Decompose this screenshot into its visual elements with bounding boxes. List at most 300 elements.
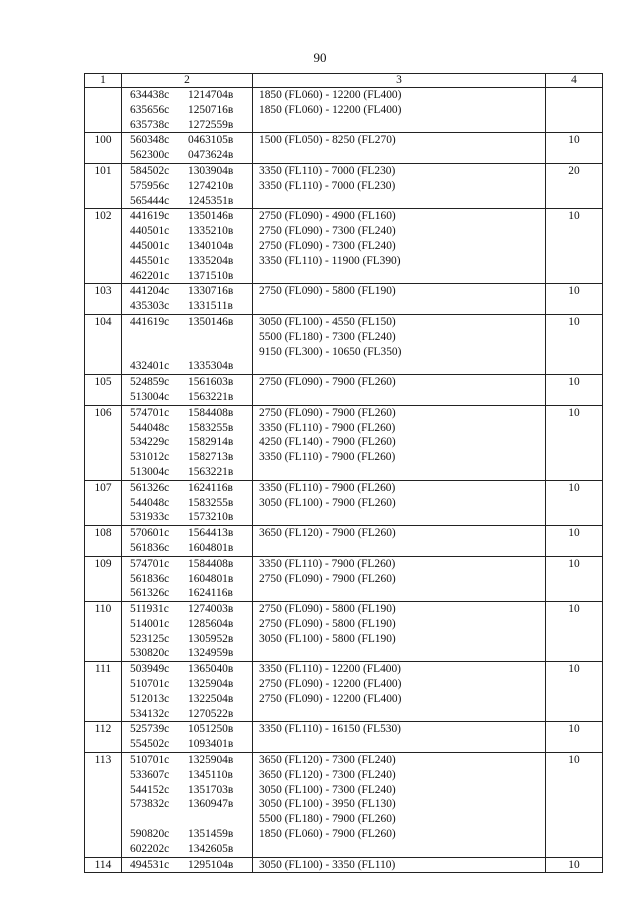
coordinates-cell (122, 857, 253, 873)
latitude-code: 514001c (130, 617, 170, 630)
value-cell (546, 284, 603, 315)
page-number: 90 (313, 50, 327, 65)
longitude-code: 1322504в (188, 692, 234, 705)
value-cell (546, 314, 603, 374)
altitude-range: 2750 (FL090) - 12200 (FL400) (259, 678, 402, 691)
latitude-code: 511931c (130, 603, 169, 616)
longitude-code: 1325904в (188, 678, 234, 691)
latitude-code: 512013c (130, 692, 170, 705)
latitude-code: 441619c (130, 210, 170, 223)
latitude-code: 584502c (130, 164, 170, 177)
altitude-range-cell (253, 722, 546, 753)
altitude-range-cell (253, 284, 546, 315)
altitude-range: 2750 (FL090) - 7900 (FL260) (259, 406, 396, 419)
altitude-range: 3050 (FL100) - 4550 (FL150) (259, 315, 396, 328)
value-cell (546, 209, 603, 284)
latitude-code: 635738c (130, 118, 170, 131)
coordinates-cell (122, 526, 253, 557)
longitude-code: 1371510в (188, 269, 234, 282)
coordinate-pair (122, 646, 252, 661)
coordinate-pair (122, 617, 252, 632)
longitude-code: 1561603в (188, 376, 234, 389)
row-number (85, 375, 122, 406)
coordinate-pair (122, 465, 252, 480)
longitude-code: 1214704в (188, 89, 234, 101)
table-body (85, 88, 603, 873)
row-number-text: 110 (94, 603, 112, 616)
coordinate-pair (122, 753, 252, 768)
row-number-text: 104 (94, 315, 112, 328)
altitude-range: 3350 (FL110) - 7900 (FL260) (259, 421, 396, 434)
latitude-code: 634438c (130, 89, 170, 101)
row-number-text: 102 (94, 210, 112, 223)
coordinate-pair (122, 541, 252, 556)
altitude-range: 2750 (FL090) - 5800 (FL190) (259, 617, 396, 630)
longitude-code: 1573210в (188, 511, 234, 524)
altitude-range: 2750 (FL090) - 7900 (FL260) (259, 572, 396, 585)
longitude-code: 1563221в (188, 390, 234, 403)
table-row (85, 556, 603, 601)
longitude-code: 1285604в (188, 617, 234, 630)
value-cell (546, 526, 603, 557)
column-header-2: 2 (122, 74, 253, 88)
value-text: 10 (568, 481, 580, 494)
altitude-range: 3350 (FL110) - 16150 (FL530) (259, 723, 401, 736)
coordinate-pair (122, 88, 252, 103)
latitude-code: 602202c (130, 842, 170, 855)
table-row (85, 753, 603, 858)
table-row (85, 857, 603, 873)
altitude-range: 3350 (FL110) - 7900 (FL260) (259, 481, 396, 494)
longitude-code: 1604801в (188, 541, 234, 554)
row-number (85, 88, 122, 133)
coordinate-pair (122, 692, 252, 707)
row-number-text: 106 (94, 406, 112, 419)
coordinate-pair (122, 435, 252, 450)
row-number (85, 480, 122, 525)
longitude-code: 1360947в (188, 798, 234, 811)
longitude-code: 1351459в (188, 828, 234, 841)
longitude-code: 1584408в (188, 557, 234, 570)
longitude-code: 1604801в (188, 572, 234, 585)
altitude-range-cell (253, 133, 546, 164)
altitude-range: 9150 (FL300) - 10650 (FL350) (259, 345, 402, 358)
value-text: 10 (568, 285, 580, 298)
row-number (85, 722, 122, 753)
altitude-range-cell (253, 88, 546, 133)
longitude-code: 1272559в (188, 118, 234, 131)
longitude-code: 1350146в (188, 315, 234, 328)
altitude-range-cell (253, 602, 546, 662)
coordinate-pair (122, 345, 252, 360)
altitude-range-cell (253, 526, 546, 557)
row-number-text: 109 (94, 557, 112, 570)
table-row (85, 405, 603, 480)
row-number (85, 602, 122, 662)
coordinate-pair (122, 359, 252, 374)
altitude-range: 3350 (FL110) - 11900 (FL390) (259, 254, 401, 267)
longitude-code: 1245351в (188, 194, 234, 207)
coordinate-pair (122, 254, 252, 269)
coordinates-cell (122, 602, 253, 662)
column-header-4: 4 (546, 74, 603, 88)
coordinates-cell (122, 88, 253, 133)
coordinates-cell (122, 133, 253, 164)
longitude-code: 1624116в (188, 587, 233, 600)
table-row (85, 314, 603, 374)
coordinate-pair (122, 284, 252, 299)
value-text: 10 (568, 406, 580, 419)
coordinate-pair (122, 632, 252, 647)
longitude-code: 1295104в (188, 858, 234, 871)
value-text: 10 (568, 527, 580, 540)
value-text: 10 (568, 603, 580, 616)
longitude-code: 1345110в (188, 768, 233, 781)
altitude-range: 2750 (FL090) - 12200 (FL400) (259, 692, 402, 705)
value-cell (546, 556, 603, 601)
coordinate-pair (122, 390, 252, 405)
longitude-code: 0473624в (188, 149, 234, 162)
altitude-range-cell (253, 753, 546, 858)
coordinate-pair (122, 677, 252, 692)
latitude-code: 561836c (130, 572, 170, 585)
coordinate-pair (122, 526, 252, 541)
value-cell (546, 163, 603, 208)
altitude-range: 3050 (FL100) - 7900 (FL260) (259, 496, 396, 509)
longitude-code: 1335204в (188, 254, 234, 267)
row-number (85, 857, 122, 873)
coordinate-pair (122, 858, 252, 873)
value-cell (546, 662, 603, 722)
longitude-code: 1365040в (188, 663, 234, 676)
latitude-code: 533607c (130, 768, 170, 781)
altitude-range: 2750 (FL090) - 5800 (FL190) (259, 603, 396, 616)
latitude-code: 445501c (130, 254, 170, 267)
table-header (85, 74, 603, 88)
coordinate-pair (122, 224, 252, 239)
altitude-range-cell (253, 857, 546, 873)
latitude-code: 544048c (130, 496, 170, 509)
coordinate-pair (122, 164, 252, 179)
value-text: 10 (568, 754, 580, 767)
table-row (85, 662, 603, 722)
altitude-range: 3350 (FL110) - 7000 (FL230) (259, 164, 396, 177)
altitude-range-cell (253, 375, 546, 406)
row-number (85, 556, 122, 601)
longitude-code: 1331511в (188, 300, 233, 313)
value-text: 20 (568, 164, 580, 177)
coordinate-pair (122, 179, 252, 194)
altitude-range: 4250 (FL140) - 7900 (FL260) (259, 436, 396, 449)
altitude-range-cell (253, 662, 546, 722)
table-row (85, 88, 603, 133)
coordinates-cell (122, 209, 253, 284)
value-cell (546, 753, 603, 858)
latitude-code: 590820c (130, 828, 170, 841)
altitude-range: 3050 (FL100) - 3350 (FL110) (259, 858, 396, 871)
altitude-range: 3050 (FL100) - 3950 (FL130) (259, 798, 396, 811)
value-cell (546, 857, 603, 873)
value-cell (546, 722, 603, 753)
coordinates-cell (122, 375, 253, 406)
value-text: 10 (568, 315, 580, 328)
latitude-code: 544048c (130, 421, 170, 434)
coordinates-cell (122, 753, 253, 858)
altitude-range-cell (253, 556, 546, 601)
longitude-code: 1250716в (188, 103, 234, 116)
row-number-text: 111 (94, 663, 112, 676)
latitude-code: 503949c (130, 663, 170, 676)
column-header-3: 3 (253, 74, 546, 88)
latitude-code: 574701c (130, 406, 170, 419)
coordinate-pair (122, 406, 252, 421)
value-text: 10 (568, 210, 580, 223)
longitude-code: 1325904в (188, 754, 234, 767)
latitude-code: 531933c (130, 511, 170, 524)
row-number-text: 108 (94, 527, 112, 540)
longitude-code: 1274003в (188, 603, 234, 616)
longitude-code: 1583255в (188, 421, 234, 434)
latitude-code: 531012c (130, 451, 170, 464)
coordinate-pair (122, 209, 252, 224)
latitude-code: 445001c (130, 239, 170, 252)
altitude-range: 3650 (FL120) - 7300 (FL240) (259, 768, 396, 781)
coordinates-cell (122, 480, 253, 525)
coordinates-table (84, 73, 603, 873)
altitude-range-cell (253, 163, 546, 208)
row-number (85, 405, 122, 480)
row-number (85, 526, 122, 557)
longitude-code: 1564413в (188, 527, 234, 540)
row-number-text: 107 (94, 481, 112, 494)
latitude-code: 510701c (130, 678, 170, 691)
altitude-range: 3650 (FL120) - 7900 (FL260) (259, 527, 396, 540)
longitude-code: 1303904в (188, 164, 234, 177)
latitude-code: 635656c (130, 103, 170, 116)
row-number-text: 100 (94, 134, 112, 147)
coordinate-pair (122, 827, 252, 842)
row-number (85, 662, 122, 722)
value-text: 10 (568, 376, 580, 389)
coordinate-pair (122, 299, 252, 314)
value-cell (546, 405, 603, 480)
coordinate-pair (122, 602, 252, 617)
latitude-code: 570601c (130, 527, 170, 540)
longitude-code: 1582914в (188, 436, 234, 449)
latitude-code: 534229c (130, 436, 170, 449)
latitude-code: 530820c (130, 647, 170, 660)
altitude-range: 2750 (FL090) - 7300 (FL240) (259, 225, 396, 238)
value-cell (546, 375, 603, 406)
longitude-code: 1350146в (188, 210, 234, 223)
value-text: 10 (568, 663, 580, 676)
coordinate-pair (122, 707, 252, 722)
longitude-code: 1624116в (188, 481, 233, 494)
coordinate-pair (122, 269, 252, 284)
row-number (85, 209, 122, 284)
latitude-code: 524859c (130, 376, 170, 389)
row-number-text: 103 (94, 285, 112, 298)
coordinates-cell (122, 284, 253, 315)
latitude-code: 562300c (130, 149, 170, 162)
coordinates-cell (122, 163, 253, 208)
value-text (546, 88, 602, 103)
row-number-text: 113 (94, 754, 112, 767)
coordinate-pair (122, 572, 252, 587)
altitude-range: 1850 (FL060) - 7900 (FL260) (259, 828, 396, 841)
coordinates-cell (122, 662, 253, 722)
table-row (85, 526, 603, 557)
altitude-range-cell (253, 209, 546, 284)
latitude-code: 561326c (130, 481, 170, 494)
longitude-code: 1335304в (188, 360, 234, 373)
longitude-code: 1342605в (188, 842, 234, 855)
table-row (85, 480, 603, 525)
altitude-range: 5500 (FL180) - 7300 (FL240) (259, 330, 396, 343)
row-number (85, 163, 122, 208)
altitude-range: 2750 (FL090) - 7900 (FL260) (259, 376, 396, 389)
coordinate-pair (122, 103, 252, 118)
coordinate-pair (122, 239, 252, 254)
coordinate-pair (122, 450, 252, 465)
altitude-range: 3350 (FL110) - 12200 (FL400) (259, 663, 401, 676)
latitude-code: 513004c (130, 390, 170, 403)
altitude-range: 1850 (FL060) - 12200 (FL400) (259, 103, 402, 116)
latitude-code: 561326c (130, 587, 170, 600)
latitude-code: 544152c (130, 783, 170, 796)
row-number (85, 284, 122, 315)
latitude-code: 565444c (130, 194, 170, 207)
longitude-code: 1270522в (188, 707, 234, 720)
table-row (85, 163, 603, 208)
coordinate-pair (122, 194, 252, 209)
coordinate-pair (122, 496, 252, 511)
longitude-code: 0463105в (188, 134, 234, 147)
coordinate-pair (122, 375, 252, 390)
row-number-text: 101 (94, 164, 112, 177)
altitude-range: 3050 (FL100) - 7300 (FL240) (259, 783, 396, 796)
latitude-code: 462201c (130, 269, 170, 282)
row-number (85, 133, 122, 164)
coordinate-pair (122, 586, 252, 601)
altitude-range: 3350 (FL110) - 7000 (FL230) (259, 179, 396, 192)
longitude-code: 1582713в (188, 451, 234, 464)
altitude-range-cell (253, 405, 546, 480)
coordinates-cell (122, 405, 253, 480)
coordinate-pair (122, 842, 252, 857)
altitude-range: 2750 (FL090) - 7300 (FL240) (259, 239, 396, 252)
longitude-code: 1351703в (188, 783, 234, 796)
coordinate-pair (122, 421, 252, 436)
latitude-code: 510701c (130, 754, 170, 767)
value-cell (546, 133, 603, 164)
coordinate-pair (122, 783, 252, 798)
latitude-code: 494531c (130, 858, 170, 871)
latitude-code: 523125c (130, 632, 170, 645)
coordinate-pair (122, 118, 252, 133)
coordinate-pair (122, 812, 252, 827)
altitude-range: 2750 (FL090) - 5800 (FL190) (259, 285, 396, 298)
table-row (85, 133, 603, 164)
longitude-code: 1335210в (188, 225, 234, 238)
longitude-code: 1340104в (188, 239, 234, 252)
table-row (85, 375, 603, 406)
longitude-code: 1324959в (188, 647, 234, 660)
altitude-range-cell (253, 480, 546, 525)
coordinate-pair (122, 148, 252, 163)
latitude-code: 575956c (130, 179, 170, 192)
row-number-text (85, 88, 121, 103)
value-cell (546, 480, 603, 525)
value-text: 10 (568, 134, 580, 147)
altitude-range: 2750 (FL090) - 4900 (FL160) (259, 210, 396, 223)
latitude-code: 554502c (130, 738, 170, 751)
longitude-code: 1305952в (188, 632, 234, 645)
latitude-code: 574701c (130, 557, 170, 570)
row-number-text: 114 (94, 858, 112, 871)
coordinates-cell (122, 314, 253, 374)
altitude-range: 3350 (FL110) - 7900 (FL260) (259, 557, 396, 570)
coordinate-pair (122, 315, 252, 330)
longitude-code: 1051250в (188, 723, 234, 736)
longitude-code: 1584408в (188, 406, 234, 419)
column-header-1: 1 (85, 74, 122, 88)
coordinate-pair (122, 481, 252, 496)
longitude-code: 1583255в (188, 496, 234, 509)
altitude-range: 1500 (FL050) - 8250 (FL270) (259, 134, 396, 147)
table-row (85, 209, 603, 284)
value-text: 10 (568, 723, 580, 736)
altitude-range: 5500 (FL180) - 7900 (FL260) (259, 813, 396, 826)
coordinate-pair (122, 662, 252, 677)
table-row (85, 722, 603, 753)
altitude-range: 1850 (FL060) - 12200 (FL400) (259, 89, 402, 101)
longitude-code: 1274210в (188, 179, 234, 192)
altitude-range: 3350 (FL110) - 7900 (FL260) (259, 451, 396, 464)
altitude-range-cell (253, 314, 546, 374)
coordinate-pair (122, 510, 252, 525)
row-number-text: 112 (94, 723, 112, 736)
coordinates-cell (122, 722, 253, 753)
longitude-code: 1093401в (188, 738, 234, 751)
coordinate-pair (122, 737, 252, 752)
coordinates-cell (122, 556, 253, 601)
coordinate-pair (122, 133, 252, 148)
latitude-code: 534132c (130, 707, 170, 720)
latitude-code: 573832c (130, 798, 170, 811)
latitude-code: 561836c (130, 541, 170, 554)
latitude-code: 560348c (130, 134, 170, 147)
coordinate-pair (122, 797, 252, 812)
value-cell (546, 602, 603, 662)
coordinate-pair (122, 768, 252, 783)
row-number (85, 314, 122, 374)
latitude-code: 432401c (130, 360, 170, 373)
altitude-range: 3650 (FL120) - 7300 (FL240) (259, 754, 396, 767)
coordinate-pair (122, 330, 252, 345)
coordinate-pair (122, 557, 252, 572)
latitude-code: 440501c (130, 225, 170, 238)
latitude-code: 513004c (130, 465, 170, 478)
row-number-text: 105 (94, 376, 112, 389)
value-text: 10 (568, 858, 580, 871)
latitude-code: 525739c (130, 723, 170, 736)
altitude-range: 3050 (FL100) - 5800 (FL190) (259, 632, 396, 645)
latitude-code: 441619c (130, 315, 170, 328)
table-row (85, 284, 603, 315)
latitude-code: 441204c (130, 285, 170, 298)
value-text: 10 (568, 557, 580, 570)
